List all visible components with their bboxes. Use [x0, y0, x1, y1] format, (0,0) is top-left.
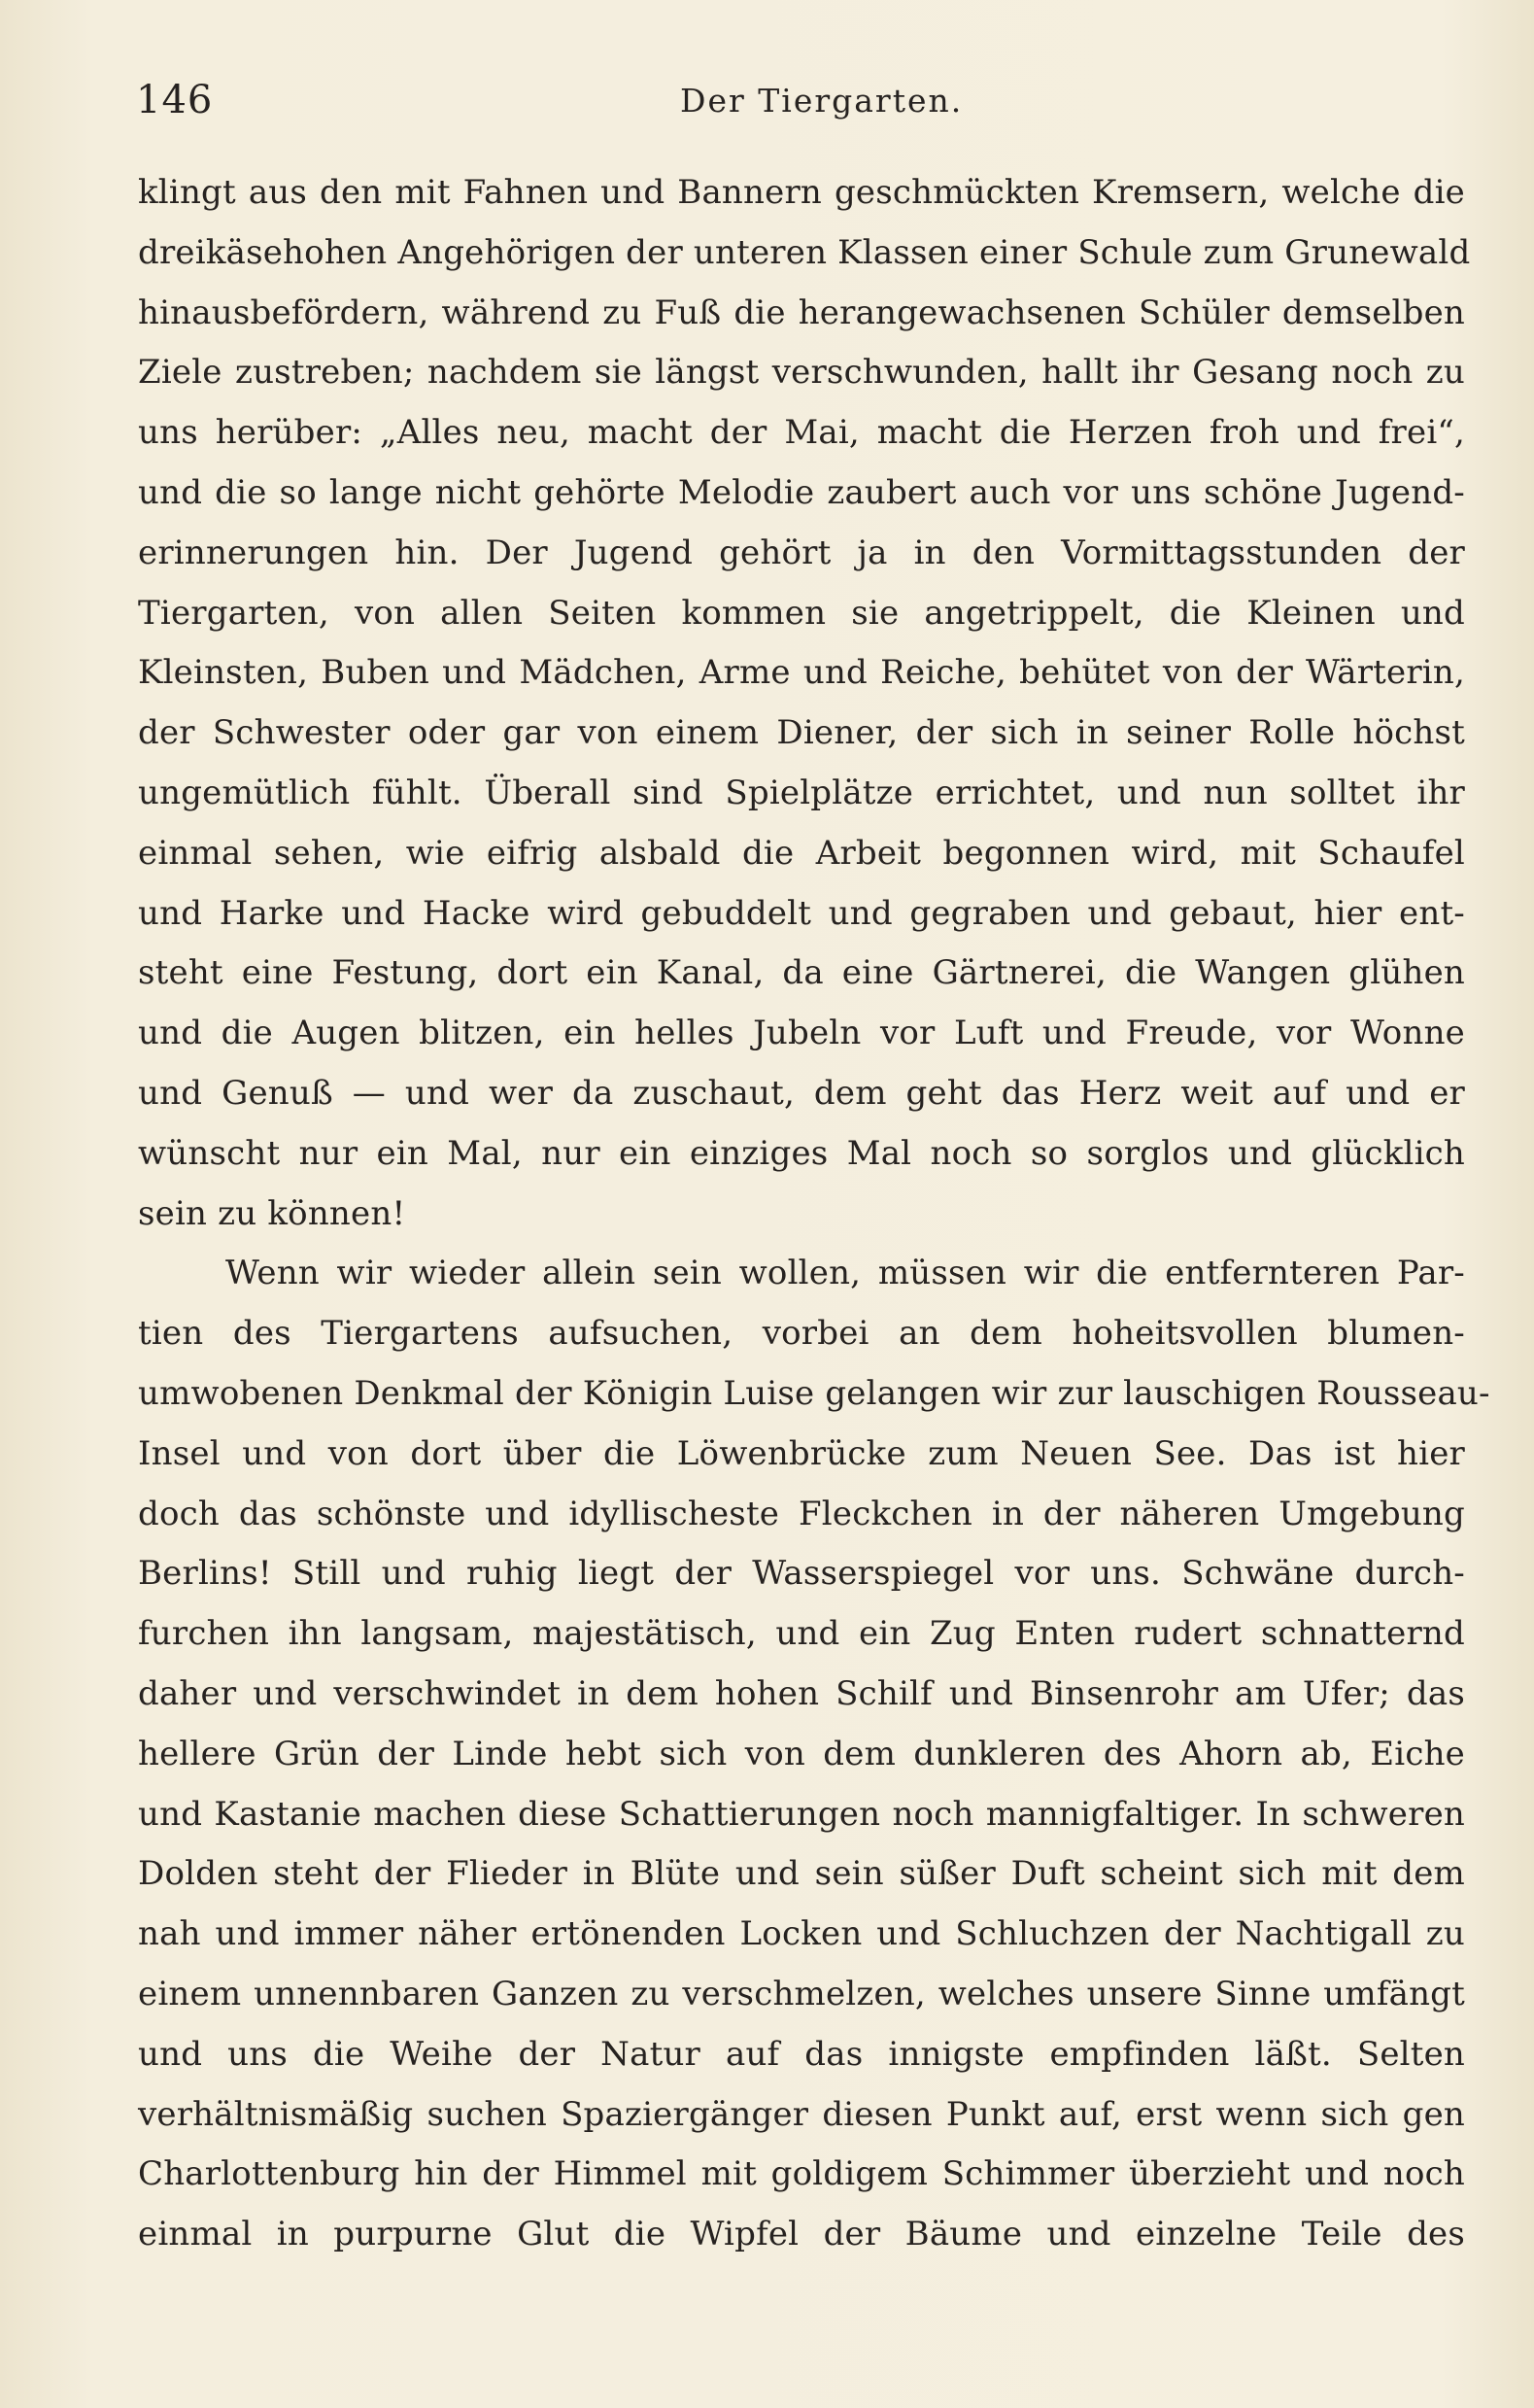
text-line: Kleinsten, Buben und Mädchen, Arme und Reiche, behütet von der Wärterin,: [138, 653, 1465, 693]
text-line: nah und immer näher ertönenden Locken und Schluchzen der Nachtigall zu: [138, 1914, 1465, 1954]
text-line: und die Augen blitzen, ein helles Jubeln vor Luft und Freude, vor Wonne: [138, 1014, 1465, 1053]
text-line: und uns die Weihe der Natur auf das innigste empfinden läßt. Selten: [138, 2034, 1465, 2074]
text-line: Insel und von dort über die Löwenbrücke zum Neuen See. Das ist hier: [138, 1433, 1465, 1473]
text-line: tien des Tiergartens aufsuchen, vorbei an dem hoheitsvollen blumen-: [138, 1314, 1465, 1354]
page-number: 146: [136, 78, 214, 122]
text-line: umwobenen Denkmal der Königin Luise gelangen wir zur lauschigen Rousseau-: [138, 1373, 1490, 1413]
running-title: Der Tiergarten.: [680, 82, 964, 120]
text-line: klingt aus den mit Fahnen und Bannern geschmückten Kremsern, welche die: [138, 173, 1465, 212]
text-line: und Harke und Hacke wird gebuddelt und gegraben und gebaut, hier ent-: [138, 893, 1465, 933]
text-line: furchen ihn langsam, majestätisch, und ein Zug Enten rudert schnatternd: [138, 1614, 1465, 1654]
paragraph-end-line: sein zu können!: [138, 1193, 406, 1233]
text-line: Berlins! Still und ruhig liegt der Wasserspiegel vor uns. Schwäne durch-: [138, 1554, 1465, 1594]
text-line: verhältnismäßig suchen Spaziergänger diesen Punkt auf, erst wenn sich gen: [138, 2094, 1465, 2134]
page-header: [136, 78, 1457, 132]
text-line: Ziele zustreben; nachdem sie längst verschwunden, hallt ihr Gesang noch zu: [138, 353, 1465, 393]
text-line: Charlottenburg hin der Himmel mit goldigem Schimmer überzieht und noch: [138, 2154, 1465, 2194]
text-line: der Schwester oder gar von einem Diener, der sich in seiner Rolle höchst: [138, 713, 1465, 753]
text-line: Dolden steht der Flieder in Blüte und sein süßer Duft scheint sich mit dem: [138, 1854, 1465, 1894]
text-line: daher und verschwindet in dem hohen Schilf und Binsenrohr am Ufer; das: [138, 1673, 1465, 1713]
text-line: dreikäsehohen Angehörigen der unteren Klassen einer Schule zum Grunewald: [138, 232, 1471, 272]
text-line: doch das schönste und idyllischeste Fleckchen in der näheren Umgebung: [138, 1494, 1465, 1533]
text-line: einem unnennbaren Ganzen zu verschmelzen, welches unsere Sinne umfängt: [138, 1974, 1465, 2013]
paragraph-first-line: Wenn wir wieder allein sein wollen, müssen wir die entfernteren Par-: [225, 1254, 1465, 1293]
text-line: hinausbefördern, während zu Fuß die herangewachsenen Schüler demselben: [138, 292, 1465, 332]
text-line: einmal sehen, wie eifrig alsbald die Arbeit begonnen wird, mit Schaufel: [138, 833, 1465, 873]
text-line: hellere Grün der Linde hebt sich von dem dunkleren des Ahorn ab, Eiche: [138, 1734, 1465, 1773]
text-line: einmal in purpurne Glut die Wipfel der Bäume und einzelne Teile des: [138, 2215, 1465, 2254]
text-line: und die so lange nicht gehörte Melodie zaubert auch vor uns schöne Jugend-: [138, 472, 1465, 512]
text-line: und Genuß — und wer da zuschaut, dem geht das Herz weit auf und er: [138, 1073, 1465, 1113]
text-line: ungemütlich fühlt. Überall sind Spielplätze errichtet, und nun solltet ihr: [138, 773, 1465, 812]
body-text: [138, 163, 1490, 2265]
text-line: Tiergarten, von allen Seiten kommen sie angetrippelt, die Kleinen und: [138, 593, 1465, 633]
text-line: und Kastanie machen diese Schattierungen noch mannigfaltiger. In schweren: [138, 1794, 1465, 1834]
text-line: wünscht nur ein Mal, nur ein einziges Mal noch so sorglos und glücklich: [138, 1133, 1465, 1173]
text-line: steht eine Festung, dort ein Kanal, da eine Gärtnerei, die Wangen glühen: [138, 953, 1465, 993]
text-line: erinnerungen hin. Der Jugend gehört ja in den Vormittagsstunden der: [138, 533, 1465, 572]
text-line: uns herüber: „Alles neu, macht der Mai, macht die Herzen froh und frei“,: [138, 413, 1465, 453]
